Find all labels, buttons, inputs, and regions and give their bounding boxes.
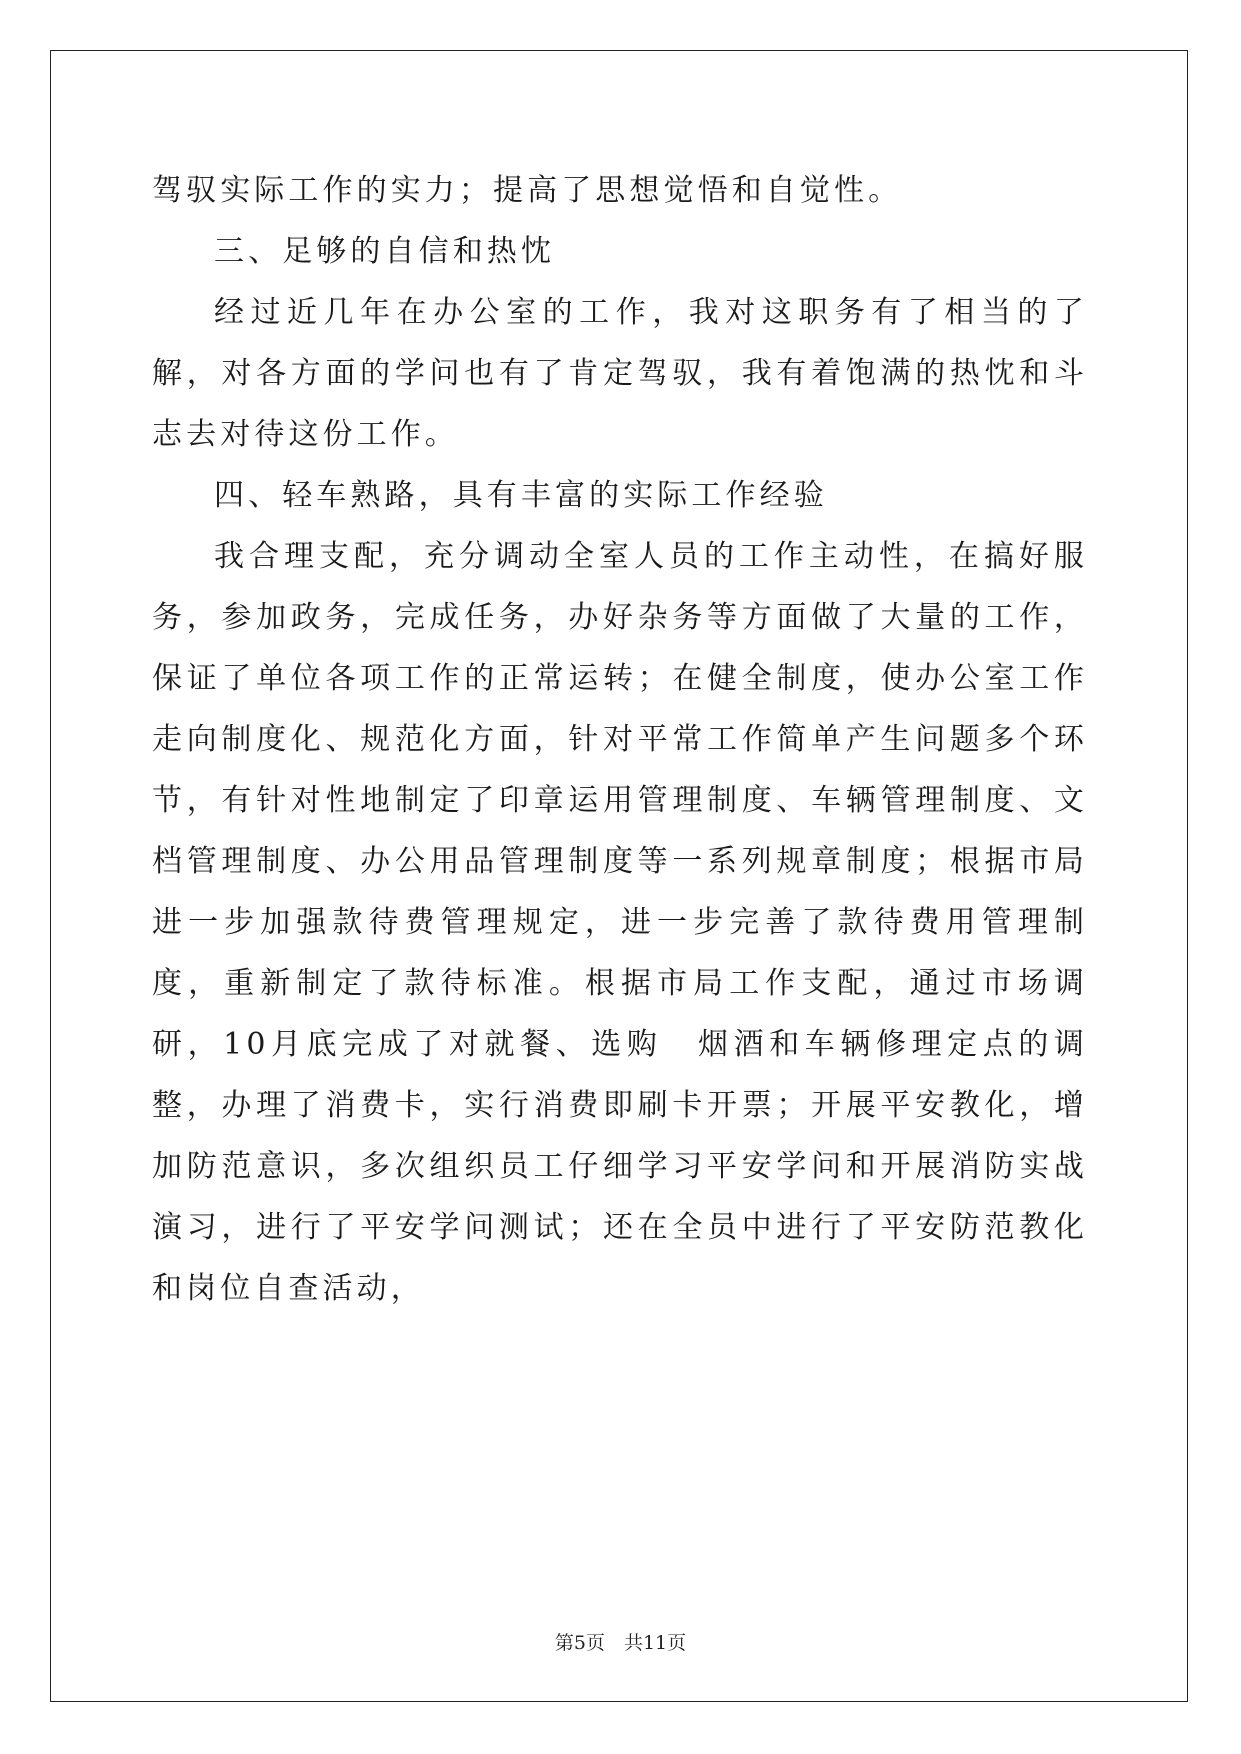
paragraph-2: 经过近几年在办公室的工作，我对这职务有了相当的了解，对各方面的学问也有了肯定驾驭，我有着饱满的热忱和斗志去对待这份工作。 (152, 295, 1088, 452)
page-footer (0, 1628, 1241, 1655)
paragraph-3: 我合理支配，充分调动全室人员的工作主动性，在搞好服务，参加政务，完成任务，办好杂务等方面做了大量的工作，保证了单位各项工作的正常运转；在健全制度，使办公室工作走向制度化、规范化方面，针对平常工作简单产生问题多个环节，有针对性地制定了印章运用管理制度、车辆管理制度、文档管理制度、办公用品管理制度等一系列规章制度；根据市局进一步加强款待费管理规定，进一步完善了款待费用管理制度，重新制定了款待标准。根据市局工作支配，通过市场调研，10月底完成了对就餐、选购 烟酒和车辆修理定点的调整，办理了消费卡，实行消费即刷卡开票；开展平安教化，增加防范意识，多次组织员工仔细学习平安学问和开展消防实战演习，进行了平安学问测试；还在全员中进行了平安防范教化和岗位自查活动， (152, 539, 1088, 1306)
section-heading-3: 三、足够的自信和热忱 (214, 234, 555, 269)
document-body (152, 160, 1088, 1319)
paragraph-1: 驾驭实际工作的实力；提高了思想觉悟和自觉性。 (152, 173, 903, 208)
section-heading-4: 四、轻车熟路，具有丰富的实际工作经验 (214, 478, 828, 513)
page-number: 第5页 共11页 (554, 1632, 687, 1654)
